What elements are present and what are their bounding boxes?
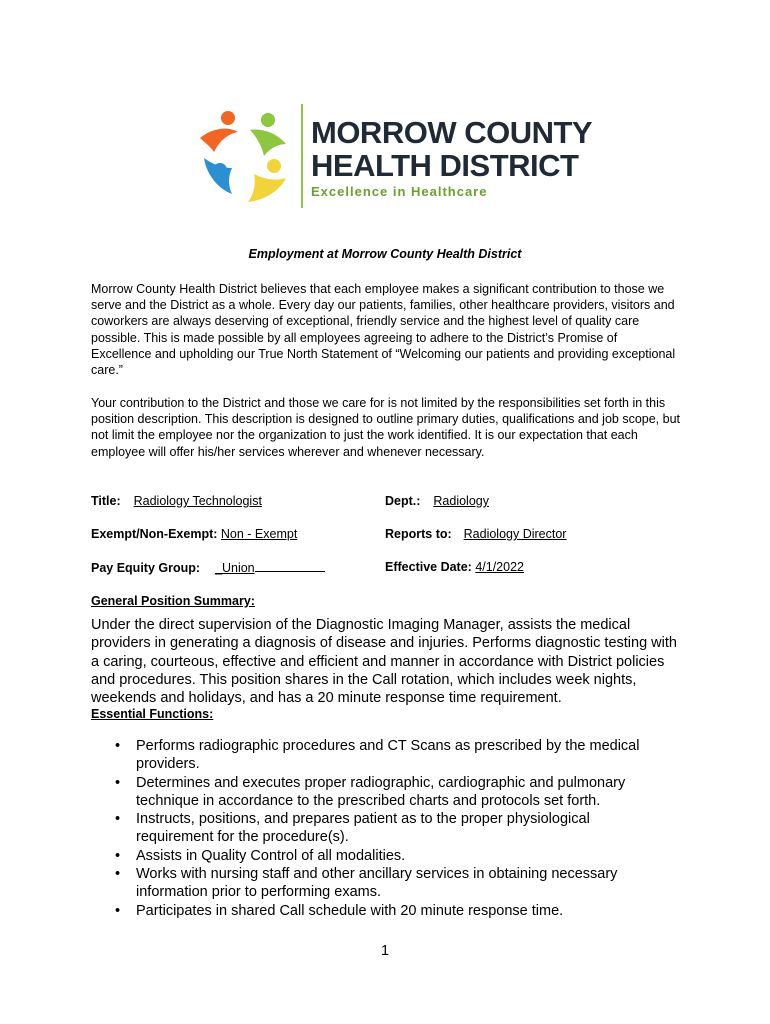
general-summary-text: Under the direct supervision of the Diagnostic Imaging Manager, assists the medical providers in generating a diagnosis of disease and injuries. Performs diagnostic testing with a caring, courteous, effective and efficient and manner in accordance with District policies and procedures. This position shares in the Call rotation, which includes week nights, weekends and holidays, and has a 20 minute response time requirement. (91, 617, 677, 707)
list-item (91, 847, 671, 865)
page-number: 1 (380, 943, 390, 959)
exempt-label: Exempt/Non-Exempt: (91, 527, 218, 541)
organization-logo (198, 104, 593, 212)
intro-paragraph: Morrow County Health District believes that each employee makes a significant contribution to those we serve and the District as a whole. Every day our patients, families, other healthcare providers, visitors and coworkers are always deserving of exceptional, friendly service and the highest level of quality care possible. This is made possible by all employees agreeing to adhere to the District’s Promise of Excellence and upholding our True North Statement of “Welcoming our patients and providing exceptional care.” (91, 282, 676, 378)
list-item (91, 902, 671, 920)
list-item (91, 865, 671, 902)
effective-date-label: Effective Date: (385, 560, 472, 574)
bullet-icon: • (115, 811, 121, 828)
list-item-text: Determines and executes proper radiographic, cardiographic and pulmonary technique in accordance to the prescribed charts and protocols set forth. (136, 774, 626, 809)
reports-to-label: Reports to: (385, 527, 452, 541)
dept-value: Radiology (433, 494, 489, 508)
dept-label: Dept.: (385, 494, 421, 508)
pay-equity-field (91, 560, 325, 575)
effective-date-field (385, 560, 524, 574)
document-title: Employment at Morrow County Health District (248, 247, 522, 261)
title-label: Title: (91, 494, 121, 508)
list-item (91, 810, 671, 847)
bullet-icon: • (115, 774, 121, 791)
logo-name-line2: HEALTH DISTRICT (311, 148, 579, 183)
pay-equity-value: _Union (215, 561, 255, 575)
bullet-icon: • (115, 866, 121, 883)
people-circle-logo-icon (198, 108, 290, 204)
dept-field (385, 494, 489, 508)
list-item-text: Participates in shared Call schedule with 20 minute response time. (136, 902, 564, 919)
title-field (91, 494, 262, 508)
exempt-field (91, 527, 297, 541)
bullet-icon: • (115, 738, 121, 754)
essential-functions-list (91, 737, 671, 920)
bullet-icon: • (115, 847, 121, 864)
logo-name-line1: MORROW COUNTY (311, 115, 593, 150)
title-value: Radiology Technologist (133, 494, 262, 508)
logo-divider (301, 104, 303, 208)
essential-functions-heading: Essential Functions: (91, 707, 214, 721)
list-item (91, 737, 671, 774)
reports-to-value: Radiology Director (463, 527, 567, 541)
pay-equity-blank-line (255, 560, 325, 572)
contribution-paragraph: Your contribution to the District and those we care for is not limited by the responsibilities set forth in this position description. This description is designed to outline primary duties, qualifications and job scope, but not limit the employee nor the organization to just the work identified. It is our expectation that each employee will offer his/her services wherever and whenever necessary. (91, 396, 680, 459)
effective-date-value: 4/1/2022 (475, 560, 524, 574)
logo-tagline: Excellence in Healthcare (311, 184, 488, 199)
list-item-text: Instructs, positions, and prepares patient as to the proper physiological requirement for the procedure(s). (136, 811, 590, 846)
reports-to-field (385, 527, 566, 541)
list-item-text: Performs radiographic procedures and CT Scans as prescribed by the medical providers. (136, 738, 640, 773)
exempt-value: Non - Exempt (220, 527, 298, 541)
list-item (91, 774, 671, 811)
list-item-text: Works with nursing staff and other ancillary services in obtaining necessary information prior to performing exams. (136, 866, 618, 901)
general-summary-heading: General Position Summary: (91, 594, 255, 608)
pay-equity-label: Pay Equity Group: (91, 561, 201, 575)
list-item-text: Assists in Quality Control of all modalities. (136, 847, 406, 864)
bullet-icon: • (115, 902, 121, 919)
